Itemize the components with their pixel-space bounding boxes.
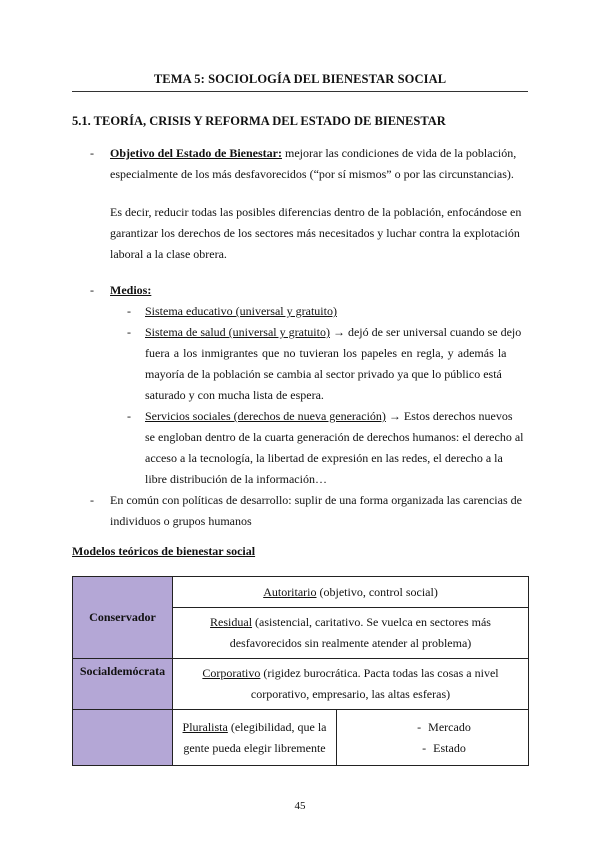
bullet-dash: - xyxy=(90,146,94,160)
page-title: TEMA 5: SOCIOLOGÍA DEL BIENESTAR SOCIAL xyxy=(153,72,447,86)
list-item: - Mercado xyxy=(417,719,471,734)
bullet-dash: - xyxy=(90,283,94,297)
pluralista-label: Pluralista xyxy=(182,719,228,734)
medios-item-health-line-1: Sistema de salud (universal y gratuito) → dejó de ser universal cuando se dejo xyxy=(145,325,522,339)
socialdemocrata-label: Socialdemócrata xyxy=(73,659,173,710)
medios-item-services-line-2: se engloban dentro de la cuarta generación de derechos humanos: el derecho al xyxy=(145,430,524,444)
medios-label: Medios: xyxy=(110,283,152,297)
table-row xyxy=(73,710,529,766)
pluralista-options-cell xyxy=(337,710,529,766)
medios-item-services-line-4: libre distribución de la información… xyxy=(145,472,327,486)
common-line-1: En común con políticas de desarrollo: suplir de una forma organizada las carencias de xyxy=(110,493,522,507)
sub-bullet-dash: - xyxy=(127,409,131,423)
table-row xyxy=(73,577,529,608)
objective-label: Objetivo del Estado de Bienestar: xyxy=(110,146,282,160)
common-line-2: individuos o grupos humanos xyxy=(110,514,252,528)
sub-bullet-dash: - xyxy=(127,304,131,318)
autoritario-cell: Autoritario (objetivo, control social) xyxy=(173,577,529,608)
medios-item-education: Sistema educativo (universal y gratuito) xyxy=(145,304,337,318)
autoritario-label: Autoritario xyxy=(263,584,317,599)
medios-item-health-line-3: mayoría de la población se cambia al sector privado ya que lo público está xyxy=(145,367,502,381)
section-heading: 5.1. TEORÍA, CRISIS Y REFORMA DEL ESTADO DE BIENESTAR xyxy=(72,114,446,128)
residual-cell: Residual (asistencial, caritativo. Se vuelca en sectores más desfavorecidos sin realmente atender al problema) xyxy=(173,608,529,659)
objective-para2-line-3: laboral a la clase obrera. xyxy=(110,247,227,261)
bullet-dash: - xyxy=(90,493,94,507)
corporativo-label: Corporativo xyxy=(202,666,261,680)
models-title: Modelos teóricos de bienestar social xyxy=(72,544,256,558)
table-row xyxy=(73,659,529,710)
residual-label: Residual xyxy=(210,615,253,629)
medios-item-health-line-4: saturado y con mucha lista de espera. xyxy=(145,388,324,402)
objective-para2-line-2: garantizar los derechos de los sectores más necesitados y luchar contra la explotación xyxy=(110,226,520,240)
pluralista-cell: Pluralista (elegibilidad, que la gente pueda elegir libremente xyxy=(173,710,337,766)
objective-para2-line-1: Es decir, reducir todas las posibles diferencias dentro de la población, enfocándose en xyxy=(110,205,522,219)
medios-item-services-line-3: acceso a la tecnología, la libertad de expresión en las redes, el derecho a la xyxy=(145,451,503,465)
objective-line-1: Objetivo del Estado de Bienestar: mejorar las condiciones de vida de la población, xyxy=(110,146,517,160)
empty-label-cell xyxy=(73,710,173,766)
page-number: 45 xyxy=(294,800,306,812)
models-table xyxy=(72,576,529,766)
sub-bullet-dash: - xyxy=(127,325,131,339)
list-item: - Estado xyxy=(422,740,466,755)
objective-line-2: especialmente de los más desfavorecidos (“por sí mismos” o por las circunstancias). xyxy=(110,167,514,181)
services-label: Servicios sociales (derechos de nueva generación) xyxy=(145,409,386,423)
medios-item-health-line-2: fuera a los inmigrantes que no tuvieran los papeles en regla, y además la xyxy=(145,346,507,360)
medios-item-services-line-1: Servicios sociales (derechos de nueva generación) → Estos derechos nuevos xyxy=(145,409,513,423)
health-label: Sistema de salud (universal y gratuito) xyxy=(145,325,330,339)
conservador-label: Conservador xyxy=(73,577,173,659)
corporativo-cell: Corporativo (rigidez burocrática. Pacta todas las cosas a nivel corporativo, empresario, las altas esferas) xyxy=(173,659,529,710)
title-divider xyxy=(72,91,528,92)
